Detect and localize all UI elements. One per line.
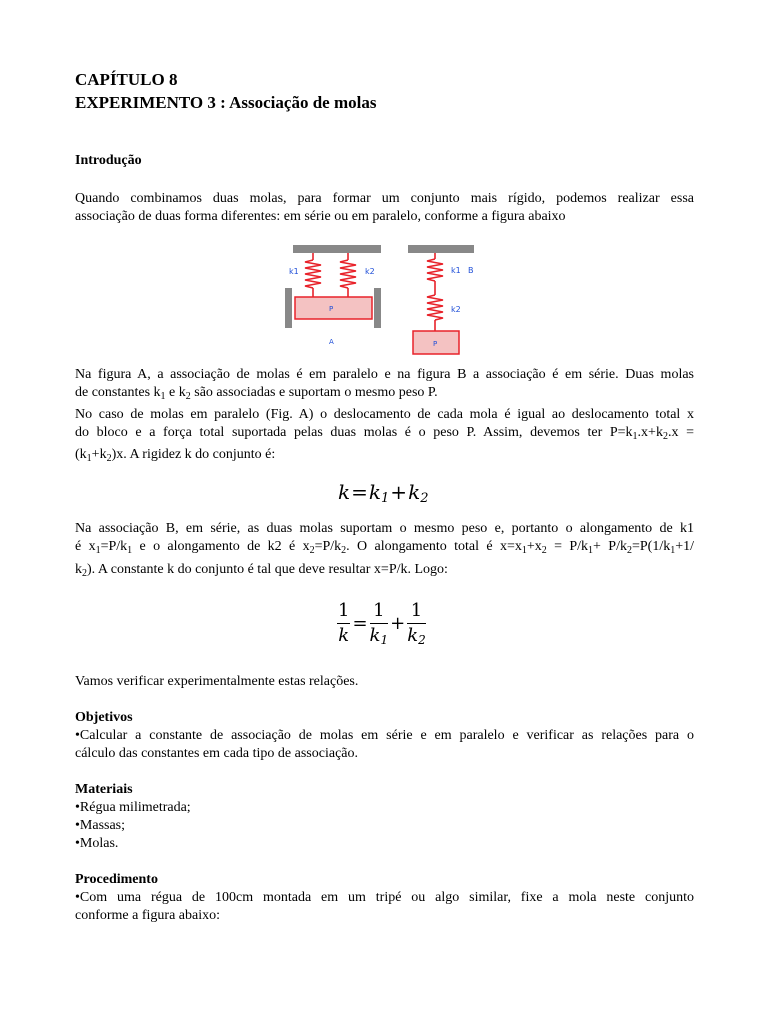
- ceiling-a: [293, 245, 381, 253]
- objectives-line-1: •Calcular a constante de associação de molas em série e em paralelo e verificar as relações para o: [75, 728, 694, 743]
- label-a: A: [329, 338, 334, 346]
- fig-desc-line-1: Na figura A, a associação de molas é em paralelo e na figura B a associação é em série. Duas molas: [75, 367, 694, 382]
- label-k1-a: k1: [289, 267, 299, 276]
- wall-left-a: [285, 288, 292, 328]
- materials-heading: Materiais: [75, 782, 133, 797]
- formula-parallel: $k=k_1+k_2$: [338, 480, 429, 506]
- materials-item-1: •Régua milimetrada;: [75, 800, 191, 815]
- fig-desc-line-2: de constantes $k_1$ e $k_2$ são associadas e suportam o mesmo peso P.: [75, 385, 438, 402]
- objectives-line-2: cálculo das constantes em cada tipo de associação.: [75, 746, 358, 761]
- materials-item-2: •Massas;: [75, 818, 126, 833]
- chapter-title: CAPÍTULO 8: [75, 70, 178, 89]
- parallel-line-1: No caso de molas em paralelo (Fig. A) o deslocamento de cada mola é igual ao deslocamento total x: [75, 407, 694, 422]
- spring-series-k2-icon: [427, 290, 443, 331]
- intro-line-1: Quando combinamos duas molas, para formar um conjunto mais rígido, podemos realizar essa: [75, 191, 694, 206]
- label-k2-a: k2: [365, 267, 375, 276]
- verify-text: Vamos verificar experimentalmente estas relações.: [75, 674, 359, 689]
- series-line-3: $k_2$). A constante k do conjunto é tal que deve resultar x=P/k. Logo:: [75, 562, 448, 579]
- objectives-heading: Objetivos: [75, 710, 133, 725]
- parallel-line-2: do bloco e a força total suportada pelas duas molas é o peso P. Assim, devemos ter $P=k_1.x+k_2.x$ =: [75, 425, 694, 442]
- parallel-line-3: $(k_1+k_2)x$. A rigidez k do conjunto é:: [75, 447, 276, 464]
- label-p-a: P: [329, 305, 334, 313]
- series-line-1: Na associação B, em série, as duas molas suportam o mesmo peso e, portanto o alongamento de k1: [75, 521, 694, 536]
- spring-series-k1-icon: [427, 253, 443, 290]
- materials-item-3: •Molas.: [75, 836, 119, 851]
- intro-heading: Introdução: [75, 153, 142, 168]
- label-k2-b: k2: [451, 305, 461, 314]
- block-a: [295, 297, 372, 319]
- procedure-heading: Procedimento: [75, 872, 158, 887]
- spring-k2-icon: [340, 253, 356, 297]
- series-line-2: é $x_1=P/k_1$ e o alongamento de k2 é $x_2=P/k_2$. O alongamento total é $x=x_1+x_2 = P/k_1+ P/k_2=P(1/k_1+1/$: [75, 539, 695, 556]
- procedure-line-2: conforme a figura abaixo:: [75, 908, 220, 923]
- intro-line-2: associação de duas forma diferentes: em série ou em paralelo, conforme a figura abaixo: [75, 209, 566, 224]
- label-p-b: P: [433, 340, 438, 348]
- experiment-title: EXPERIMENTO 3 : Associação de molas: [75, 93, 377, 112]
- spring-k1-icon: [305, 253, 321, 297]
- wall-right-a: [374, 288, 381, 328]
- ceiling-b: [408, 245, 474, 253]
- procedure-line-1: •Com uma régua de 100cm montada em um tripé ou algo similar, fixe a mola neste conjunto: [75, 890, 694, 905]
- label-k1-b: k1: [451, 266, 461, 275]
- springs-figure: [285, 240, 475, 360]
- formula-series: $\frac{1}{k}$ = $\frac{1}{k_1}$ + $\frac{1}{k_2}$: [338, 600, 426, 647]
- label-b: B: [468, 266, 474, 275]
